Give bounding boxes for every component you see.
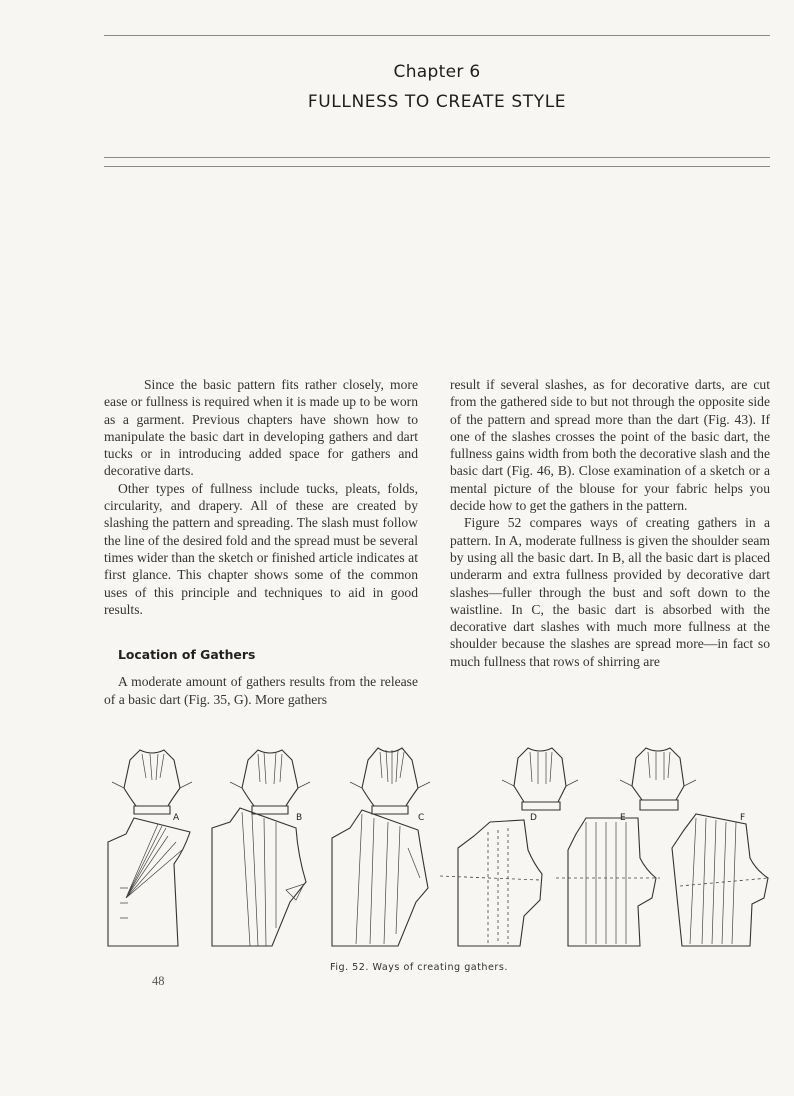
chapter-title: FULLNESS TO CREATE STYLE	[307, 92, 567, 112]
figure-label-d: D	[530, 813, 537, 823]
paragraph: Other types of fullness include tucks, pleats, folds, circularity, and drapery. All of these are created by slashing the pattern and spreading. The slash must follow the line of the desired fold and the spread must be several times wider than the sketch or finished article indicates at first glance. This chapter shows some of the common uses of this principle and techniques to aid in good results.	[104, 480, 418, 617]
title-rule-upper	[104, 157, 770, 158]
figure-52-illustration	[100, 738, 780, 960]
blouse-sketch-c	[350, 748, 430, 814]
pattern-piece-a	[108, 813, 190, 946]
paragraph: Since the basic pattern fits rather closely, more ease or fullness is required when it is made up to be worn as a garment. Previous chapters have shown how to manipulate the basic dart in developing gathers and dart tucks or in introducing added space for gathers and decorative darts.	[104, 377, 418, 479]
paragraph: result if several slashes, as for decorative darts, are cut from the gathered side to but not through the opposite side of the pattern and spread more than the dart (Fig. 43). If one of the slashes crosses the point of the basic dart, the fullness gains width from both the decorative slash and the basic dart (Fig. 46, B). Close examination of a sketch or a mental picture of the blouse for your fabric helps you decide how to get the gathers in the pattern.	[450, 377, 770, 514]
pattern-piece-c	[332, 810, 428, 946]
blouse-sketch-d	[502, 748, 578, 810]
pattern-piece-b	[212, 808, 306, 946]
left-column	[104, 376, 418, 708]
top-rule	[104, 35, 770, 36]
right-column	[450, 376, 770, 670]
pattern-piece-d	[440, 813, 542, 946]
paragraph: Figure 52 compares ways of creating gathers in a pattern. In A, moderate fullness is given the shoulder seam by using all the basic dart. In B, all the basic dart is placed underarm and extra fullness provided by decorative dart slashes—fuller through the bust and soft down to the waistline. In C, the basic dart is absorbed with the decorative dart slashes with much more fullness at the shoulder because the slashes are spread more—in fact so much fullness that rows of shirring are	[450, 515, 770, 669]
section-heading: Location of Gathers	[118, 647, 256, 663]
blouse-sketch-a	[112, 750, 192, 814]
title-rule-lower	[104, 166, 770, 167]
paragraph: A moderate amount of gathers results from the release of a basic dart (Fig. 35, G). More gathers	[104, 674, 418, 707]
pattern-piece-e	[556, 813, 660, 946]
pattern-piece-f	[672, 813, 768, 946]
chapter-number: Chapter 6	[393, 62, 481, 82]
blouse-sketch-b	[230, 750, 310, 814]
figure-label-f: F	[740, 813, 746, 823]
figure-label-e: E	[620, 813, 626, 823]
blouse-sketch-e	[620, 748, 696, 810]
figure-caption: Fig. 52. Ways of creating gathers.	[330, 962, 508, 973]
figure-label-c: C	[418, 813, 425, 823]
figure-label-a: A	[173, 813, 180, 823]
page-number: 48	[152, 974, 165, 988]
figure-label-b: B	[296, 813, 303, 823]
